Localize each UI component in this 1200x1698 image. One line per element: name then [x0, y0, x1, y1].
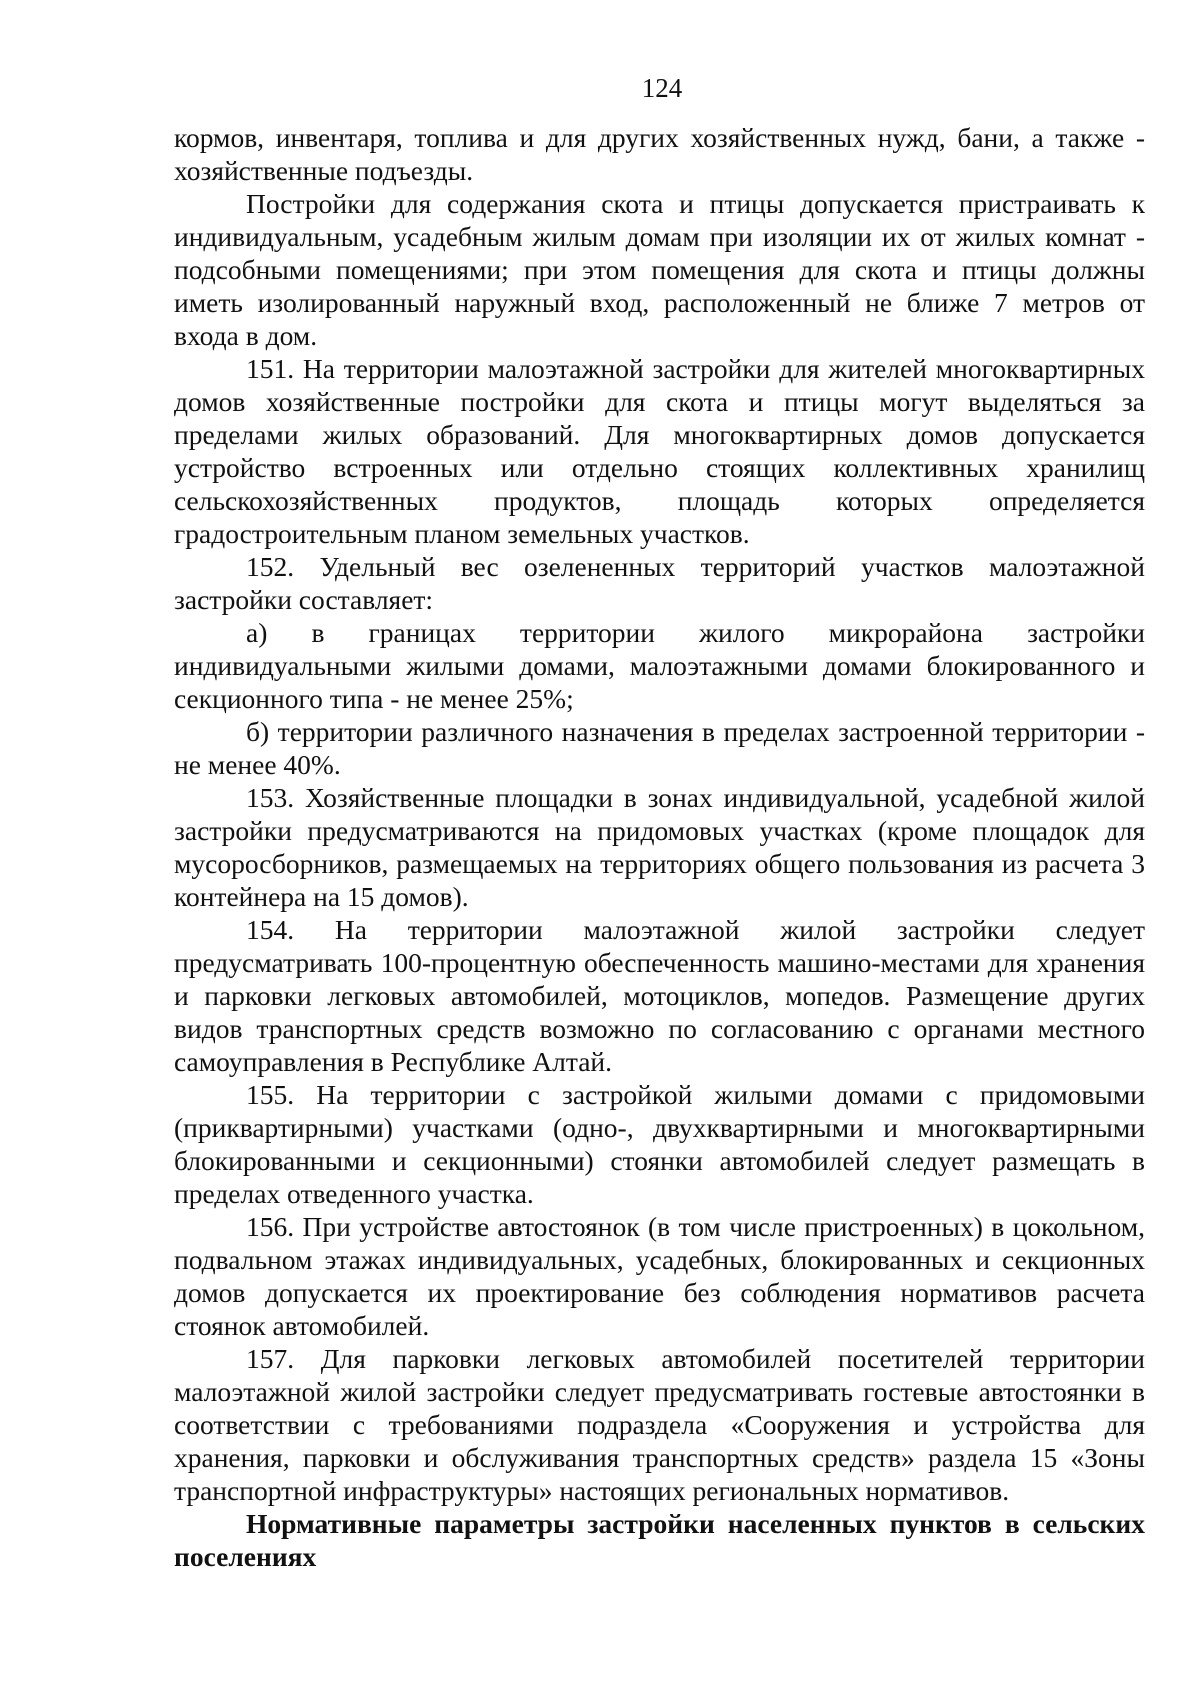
paragraph-152-a: а) в границах территории жилого микрорайона застройки индивидуальными жилыми домами, малоэтажными домами блокированного и секционного типа - не менее 25%; — [174, 617, 1145, 714]
page-number: 124 — [641, 73, 683, 103]
paragraph-155: 155. На территории с застройкой жилыми домами с придомовыми (приквартирными) участками (одно-, двухквартирными и многоквартирными блокированными и секционными) стоянки автомобилей следует размещать в пределах отведенного участка. — [174, 1079, 1145, 1209]
paragraph-156: 156. При устройстве автостоянок (в том числе пристроенных) в цокольном, подвальном этажах индивидуальных, усадебных, блокированных и секционных домов допускается их проектирование без соблюдения нормативов расчета стоянок автомобилей. — [174, 1211, 1145, 1341]
paragraph-152-b: б) территории различного назначения в пределах застроенной территории - не менее 40%. — [174, 716, 1145, 780]
paragraph-157: 157. Для парковки легковых автомобилей посетителей территории малоэтажной жилой застройки следует предусматривать гостевые автостоянки в соответствии с требованиями подраздела «Сооружения и устройства для хранения, парковки и обслуживания транспортных средств» раздела 15 «Зоны транспортной инфраструктуры» настоящих региональных нормативов. — [174, 1343, 1145, 1506]
paragraph-continuation: кормов, инвентаря, топлива и для других хозяйственных нужд, бани, а также - хозяйственные подъезды. — [174, 122, 1145, 186]
paragraph-151: 151. На территории малоэтажной застройки для жителей многоквартирных домов хозяйственные постройки для скота и птицы могут выделяться за пределами жилых образований. Для многоквартирных домов допускается устройство встроенных или отдельно стоящих коллективных хранилищ сельскохозяйственных продуктов, площадь которых определяется градостроительным планом земельных участков. — [174, 353, 1145, 549]
section-heading: Нормативные параметры застройки населенных пунктов в сельских поселениях — [174, 1508, 1145, 1572]
paragraph-154: 154. На территории малоэтажной жилой застройки следует предусматривать 100-процентную обеспеченность машино-местами для хранения и парковки легковых автомобилей, мотоциклов, мопедов. Размещение других видов транспортных средств возможно по согласованию с органами местного самоуправления в Республике Алтай. — [174, 914, 1145, 1077]
paragraph-153: 153. Хозяйственные площадки в зонах индивидуальной, усадебной жилой застройки предусматриваются на придомовых участках (кроме площадок для мусоросборников, размещаемых на территориях общего пользования из расчета 3 контейнера на 15 домов). — [174, 782, 1145, 912]
document-body — [174, 121, 1145, 1573]
paragraph-152: 152. Удельный вес озелененных территорий участков малоэтажной застройки составляет: — [174, 551, 1145, 615]
paragraph-livestock-buildings: Постройки для содержания скота и птицы допускается пристраивать к индивидуальным, усадебным жилым домам при изоляции их от жилых комнат - подсобными помещениями; при этом помещения для скота и птицы должны иметь изолированный наружный вход, расположенный не ближе 7 метров от входа в дом. — [174, 188, 1145, 351]
